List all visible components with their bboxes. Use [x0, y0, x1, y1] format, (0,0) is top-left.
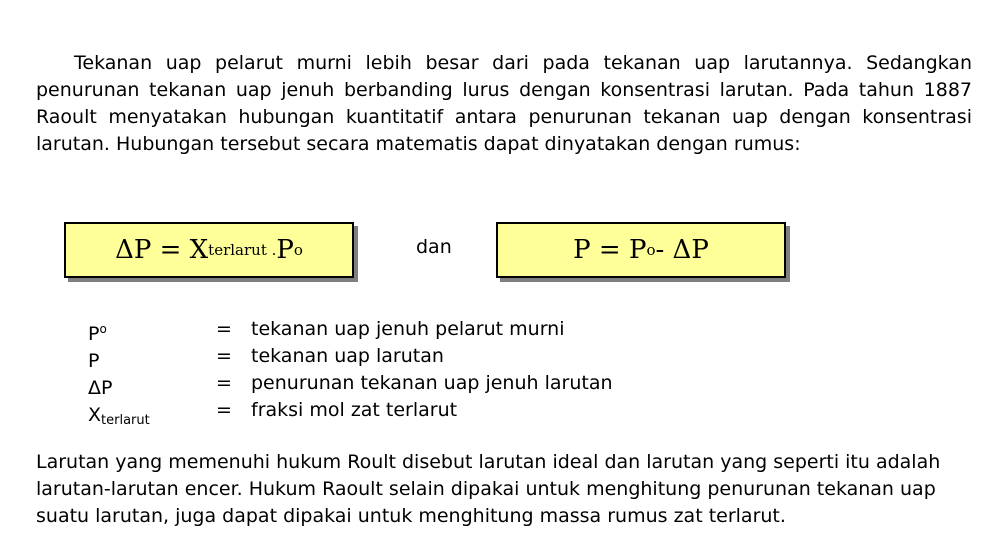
- definition-symbol: $P^o$: [88, 322, 107, 345]
- definition-symbol: ΔP: [88, 377, 113, 399]
- definition-equals: =: [216, 372, 232, 394]
- definition-equals: =: [216, 345, 232, 367]
- definition-equals: =: [216, 318, 232, 340]
- definition-description: tekanan uap jenuh pelarut murni: [251, 318, 565, 340]
- definition-row: [88, 343, 688, 370]
- definition-row: [88, 370, 688, 397]
- formula-left-lhs: ΔP = X: [115, 235, 209, 265]
- definition-row: [88, 397, 688, 428]
- intro-paragraph: Tekanan uap pelarut murni lebih besar dari pada tekanan uap larutannya. Sedangkan penurunan tekanan uap jenuh berbanding lurus dengan konsentrasi larutan. Pada tahun 1887 Raoult menyatakan hubungan kuantitatif antara penurunan tekanan uap dengan konsentrasi larutan. Hubungan tersebut secara matematis dapat dinyatakan dengan rumus:: [36, 52, 972, 155]
- formula-box-vapor-pressure-lowering: [64, 222, 354, 278]
- definition-symbol: $X_{terlarut}$: [88, 404, 150, 428]
- definitions-list: [88, 316, 688, 428]
- definition-description: fraksi mol zat terlarut: [251, 399, 458, 421]
- formula-box-solution-vapor-pressure: [496, 222, 786, 278]
- formula-right-superscript: o: [646, 241, 656, 259]
- outro-paragraph: Larutan yang memenuhi hukum Roult disebut larutan ideal dan larutan yang seperti itu adalah larutan-larutan encer. Hukum Raoult selain dipakai untuk menghitung penurunan tekanan uap suatu larutan, juga dapat dipakai untuk menghitung massa rumus zat terlarut.: [36, 451, 941, 527]
- formula-connector: dan: [416, 236, 452, 258]
- formula-left-rhs: P: [276, 235, 294, 265]
- formula-right-rhs: - ΔP: [655, 235, 709, 265]
- definition-description: penurunan tekanan uap jenuh larutan: [251, 372, 613, 394]
- definition-row: [88, 316, 688, 343]
- definition-equals: =: [216, 399, 232, 421]
- definition-description: tekanan uap larutan: [251, 345, 444, 367]
- definition-symbol: P: [88, 350, 100, 372]
- formula-left-subscript: terlarut .: [208, 241, 277, 259]
- formula-left-superscript: o: [293, 241, 303, 259]
- formula-right-lhs: P = P: [573, 235, 647, 265]
